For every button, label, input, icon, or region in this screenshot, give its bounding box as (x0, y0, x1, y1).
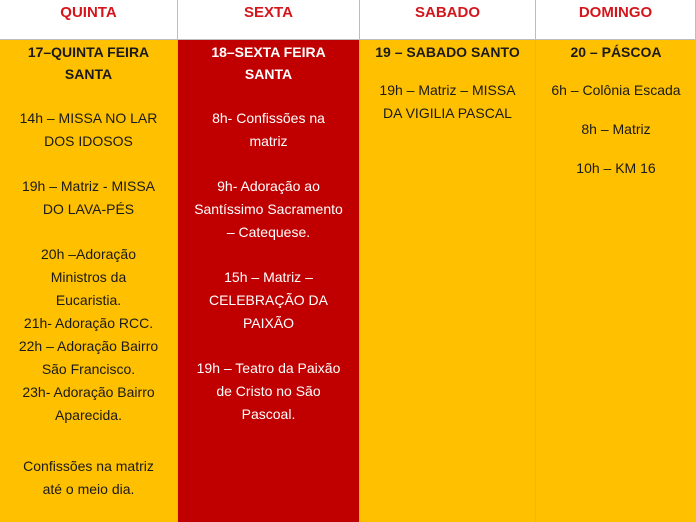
schedule-entry: 21h- Adoração RCC. (23, 315, 154, 331)
schedule-entry: 10h – KM 16 (576, 160, 656, 176)
schedule-entry: 19h – Teatro da Paixão de Cristo no São Pascoal. (196, 360, 341, 422)
column-quinta (0, 40, 178, 522)
column-domingo (536, 40, 696, 522)
column-sabado (360, 40, 536, 522)
schedule-entry: 9h- Adoração ao Santíssimo Sacramento – Catequese. (194, 178, 343, 240)
schedule-entry: 8h – Matriz (581, 121, 651, 137)
schedule-entry: 6h – Colônia Escada (551, 82, 681, 98)
header-sexta: SEXTA (178, 0, 360, 40)
schedule-entry: 22h – Adoração Bairro São Francisco. (18, 338, 159, 377)
day-title-domingo: 20 – PÁSCOA (570, 44, 662, 60)
day-title-sabado: 19 – SABADO SANTO (375, 44, 520, 60)
schedule-entry: 20h –Adoração Ministros da Eucaristia. (41, 246, 136, 308)
day-title-quinta: 17–QUINTA FEIRA SANTA (27, 44, 150, 82)
header-quinta: QUINTA (0, 0, 178, 40)
schedule-entry: 14h – MISSA NO LAR DOS IDOSOS (19, 110, 158, 149)
day-title-sexta: 18–SEXTA FEIRA SANTA (211, 44, 326, 82)
schedule-entry: 8h- Confissões na matriz (212, 110, 325, 149)
header-sabado: SABADO (360, 0, 536, 40)
schedule-entry: 23h- Adoração Bairro Aparecida. (22, 384, 155, 423)
header-domingo: DOMINGO (536, 0, 696, 40)
schedule-entry: 19h – Matriz – MISSA DA VIGILIA PASCAL (379, 82, 516, 121)
column-sexta (178, 40, 360, 522)
schedule-entry: 15h – Matriz – CELEBRAÇÃO DA PAIXÃO (208, 269, 329, 331)
schedule-entry: Confissões na matriz até o meio dia. (23, 458, 154, 497)
schedule-entry: 19h – Matriz - MISSA DO LAVA-PÉS (21, 178, 156, 217)
